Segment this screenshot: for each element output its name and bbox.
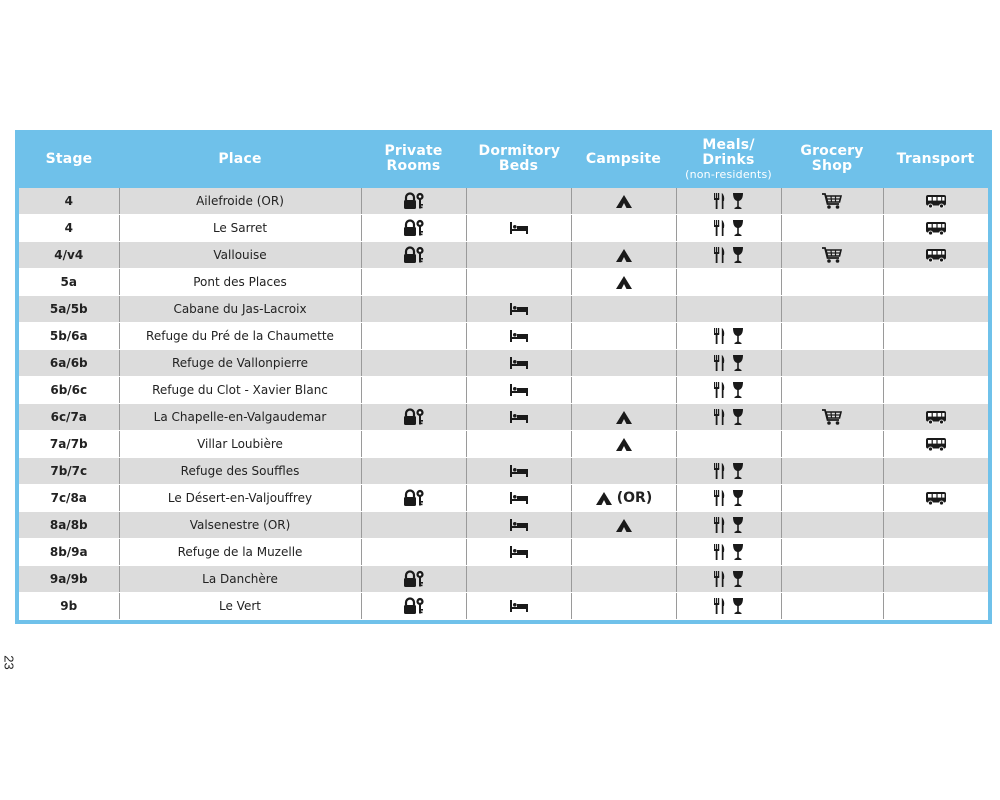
header-transport: Transport	[896, 150, 975, 167]
place-cell: Le Vert	[119, 593, 361, 620]
bed-icon	[509, 383, 529, 397]
fork-knife-glass-icon	[713, 219, 745, 237]
meals-cell	[676, 593, 781, 620]
dormitory-beds-cell	[466, 242, 571, 269]
fork-knife-glass-icon	[713, 408, 745, 426]
private-rooms-cell	[361, 269, 466, 296]
place-cell: Le Désert-en-Valjouffrey	[119, 485, 361, 512]
stage-cell: 4/v4	[19, 242, 119, 269]
campsite-cell	[571, 350, 676, 377]
bed-icon	[509, 329, 529, 343]
campsite-cell	[571, 296, 676, 323]
stage-cell: 7b/7c	[19, 458, 119, 485]
dormitory-beds-cell	[466, 512, 571, 539]
fork-knife-glass-icon	[713, 192, 745, 210]
place-cell: Vallouise	[119, 242, 361, 269]
campsite-note: (OR)	[616, 490, 653, 506]
shopping-cart-icon	[821, 246, 843, 264]
bed-icon	[509, 221, 529, 235]
private-rooms-cell	[361, 404, 466, 431]
transport-cell	[883, 242, 988, 269]
stage-cell: 7a/7b	[19, 431, 119, 458]
grocery-cell	[781, 404, 883, 431]
bus-icon	[925, 248, 947, 263]
fork-knife-glass-icon	[713, 327, 745, 345]
facilities-table	[19, 130, 988, 620]
table-row	[19, 431, 988, 458]
meals-cell	[676, 458, 781, 485]
transport-cell	[883, 566, 988, 593]
stage-cell: 5a/5b	[19, 296, 119, 323]
tent-icon	[615, 248, 633, 263]
fork-knife-glass-icon	[713, 489, 745, 507]
bed-icon	[509, 518, 529, 532]
table-row	[19, 458, 988, 485]
stage-cell: 5a	[19, 269, 119, 296]
private-rooms-cell	[361, 539, 466, 566]
stage-cell: 9b	[19, 593, 119, 620]
dormitory-beds-cell	[466, 296, 571, 323]
bus-icon	[925, 221, 947, 236]
place-cell: Refuge de la Muzelle	[119, 539, 361, 566]
dormitory-beds-cell	[466, 539, 571, 566]
table-row	[19, 188, 988, 215]
meals-cell	[676, 431, 781, 458]
campsite-cell	[571, 566, 676, 593]
stage-cell: 6a/6b	[19, 350, 119, 377]
campsite-cell	[571, 269, 676, 296]
dormitory-beds-cell	[466, 188, 571, 215]
table-row	[19, 377, 988, 404]
bed-icon	[509, 302, 529, 316]
bed-icon	[509, 356, 529, 370]
bus-icon	[925, 194, 947, 209]
fork-knife-glass-icon	[713, 543, 745, 561]
bed-icon	[509, 410, 529, 424]
header-campsite: Campsite	[585, 150, 662, 167]
meals-cell	[676, 485, 781, 512]
transport-cell	[883, 323, 988, 350]
tent-icon	[615, 275, 633, 290]
table-row	[19, 323, 988, 350]
meals-cell	[676, 323, 781, 350]
transport-cell	[883, 350, 988, 377]
stage-cell: 6b/6c	[19, 377, 119, 404]
lock-key-icon	[403, 219, 425, 237]
place-cell: Refuge du Pré de la Chaumette	[119, 323, 361, 350]
table-row	[19, 566, 988, 593]
shopping-cart-icon	[821, 408, 843, 426]
place-cell: Pont des Places	[119, 269, 361, 296]
private-rooms-cell	[361, 593, 466, 620]
campsite-cell	[571, 539, 676, 566]
header-meals-label: Meals/ Drinks	[702, 136, 755, 168]
private-rooms-cell	[361, 188, 466, 215]
campsite-cell	[571, 593, 676, 620]
grocery-cell	[781, 485, 883, 512]
private-rooms-cell	[361, 323, 466, 350]
header-private-rooms-label: Private Rooms	[384, 143, 443, 174]
dormitory-beds-cell	[466, 485, 571, 512]
grocery-cell	[781, 242, 883, 269]
fork-knife-glass-icon	[713, 462, 745, 480]
place-cell: Villar Loubière	[119, 431, 361, 458]
grocery-cell	[781, 350, 883, 377]
meals-cell	[676, 350, 781, 377]
bed-icon	[509, 464, 529, 478]
campsite-cell	[571, 323, 676, 350]
transport-cell	[883, 188, 988, 215]
header-meals-sublabel: (non-residents)	[685, 167, 772, 181]
header-grocery	[781, 130, 883, 188]
fork-knife-glass-icon	[713, 516, 745, 534]
dormitory-beds-cell	[466, 566, 571, 593]
campsite-cell	[571, 512, 676, 539]
place-cell: Valsenestre (OR)	[119, 512, 361, 539]
table-row	[19, 350, 988, 377]
tent-icon	[615, 410, 633, 425]
dormitory-beds-cell	[466, 269, 571, 296]
place-cell: La Chapelle-en-Valgaudemar	[119, 404, 361, 431]
stage-cell: 8a/8b	[19, 512, 119, 539]
fork-knife-glass-icon	[713, 381, 745, 399]
meals-cell	[676, 404, 781, 431]
stage-cell: 6c/7a	[19, 404, 119, 431]
grocery-cell	[781, 566, 883, 593]
place-cell: Ailefroide (OR)	[119, 188, 361, 215]
facilities-table-frame	[15, 130, 992, 624]
table-row	[19, 593, 988, 620]
transport-cell	[883, 512, 988, 539]
stage-cell: 4	[19, 188, 119, 215]
lock-key-icon	[403, 570, 425, 588]
stage-cell: 7c/8a	[19, 485, 119, 512]
tent-icon	[615, 518, 633, 533]
stage-cell: 8b/9a	[19, 539, 119, 566]
stage-cell: 5b/6a	[19, 323, 119, 350]
grocery-cell	[781, 539, 883, 566]
private-rooms-cell	[361, 566, 466, 593]
fork-knife-glass-icon	[713, 597, 745, 615]
bed-icon	[509, 599, 529, 613]
header-grocery-label: Grocery Shop	[800, 143, 864, 174]
header-meals	[676, 130, 781, 188]
dormitory-beds-cell	[466, 215, 571, 242]
place-cell: Refuge des Souffles	[119, 458, 361, 485]
transport-cell	[883, 404, 988, 431]
table-row	[19, 485, 988, 512]
table-row	[19, 539, 988, 566]
private-rooms-cell	[361, 458, 466, 485]
lock-key-icon	[403, 246, 425, 264]
transport-cell	[883, 593, 988, 620]
grocery-cell	[781, 269, 883, 296]
lock-key-icon	[403, 408, 425, 426]
bus-icon	[925, 410, 947, 425]
place-cell: Refuge de Vallonpierre	[119, 350, 361, 377]
header-stage: Stage	[45, 150, 93, 167]
meals-cell	[676, 242, 781, 269]
dormitory-beds-cell	[466, 404, 571, 431]
private-rooms-cell	[361, 485, 466, 512]
campsite-cell	[571, 188, 676, 215]
dormitory-beds-cell	[466, 323, 571, 350]
transport-cell	[883, 215, 988, 242]
grocery-cell	[781, 431, 883, 458]
transport-cell	[883, 539, 988, 566]
header-private-rooms	[361, 130, 466, 188]
private-rooms-cell	[361, 512, 466, 539]
tent-icon	[595, 491, 613, 506]
table-row	[19, 512, 988, 539]
meals-cell	[676, 188, 781, 215]
table-row	[19, 242, 988, 269]
campsite-cell	[571, 377, 676, 404]
grocery-cell	[781, 215, 883, 242]
campsite-cell	[571, 242, 676, 269]
page-number: 23	[1, 655, 17, 670]
meals-cell	[676, 269, 781, 296]
fork-knife-glass-icon	[713, 246, 745, 264]
transport-cell	[883, 485, 988, 512]
dormitory-beds-cell	[466, 431, 571, 458]
meals-cell	[676, 215, 781, 242]
table-body	[19, 188, 988, 620]
header-dormitory-beds	[466, 130, 571, 188]
dormitory-beds-cell	[466, 593, 571, 620]
private-rooms-cell	[361, 215, 466, 242]
bus-icon	[925, 491, 947, 506]
transport-cell	[883, 458, 988, 485]
lock-key-icon	[403, 489, 425, 507]
private-rooms-cell	[361, 431, 466, 458]
place-cell: Le Sarret	[119, 215, 361, 242]
stage-cell: 4	[19, 215, 119, 242]
stage-cell: 9a/9b	[19, 566, 119, 593]
transport-cell	[883, 431, 988, 458]
meals-cell	[676, 539, 781, 566]
private-rooms-cell	[361, 377, 466, 404]
grocery-cell	[781, 512, 883, 539]
place-cell: Refuge du Clot - Xavier Blanc	[119, 377, 361, 404]
private-rooms-cell	[361, 296, 466, 323]
header-row	[19, 130, 988, 188]
private-rooms-cell	[361, 242, 466, 269]
grocery-cell	[781, 593, 883, 620]
grocery-cell	[781, 188, 883, 215]
private-rooms-cell	[361, 350, 466, 377]
lock-key-icon	[403, 192, 425, 210]
fork-knife-glass-icon	[713, 570, 745, 588]
dormitory-beds-cell	[466, 377, 571, 404]
grocery-cell	[781, 323, 883, 350]
shopping-cart-icon	[821, 192, 843, 210]
table-row	[19, 215, 988, 242]
grocery-cell	[781, 377, 883, 404]
transport-cell	[883, 296, 988, 323]
table-row	[19, 404, 988, 431]
fork-knife-glass-icon	[713, 354, 745, 372]
transport-cell	[883, 269, 988, 296]
campsite-cell	[571, 485, 676, 512]
bus-icon	[925, 437, 947, 452]
campsite-cell	[571, 458, 676, 485]
meals-cell	[676, 512, 781, 539]
meals-cell	[676, 377, 781, 404]
campsite-cell	[571, 431, 676, 458]
tent-icon	[615, 437, 633, 452]
meals-cell	[676, 566, 781, 593]
campsite-cell	[571, 215, 676, 242]
header-place: Place	[218, 150, 262, 167]
bed-icon	[509, 491, 529, 505]
meals-cell	[676, 296, 781, 323]
grocery-cell	[781, 296, 883, 323]
table-row	[19, 296, 988, 323]
transport-cell	[883, 377, 988, 404]
dormitory-beds-cell	[466, 350, 571, 377]
campsite-cell	[571, 404, 676, 431]
place-cell: La Danchère	[119, 566, 361, 593]
tent-icon	[615, 194, 633, 209]
header-dormitory-beds-label: Dormitory Beds	[478, 143, 561, 174]
table-row	[19, 269, 988, 296]
bed-icon	[509, 545, 529, 559]
dormitory-beds-cell	[466, 458, 571, 485]
grocery-cell	[781, 458, 883, 485]
lock-key-icon	[403, 597, 425, 615]
place-cell: Cabane du Jas-Lacroix	[119, 296, 361, 323]
